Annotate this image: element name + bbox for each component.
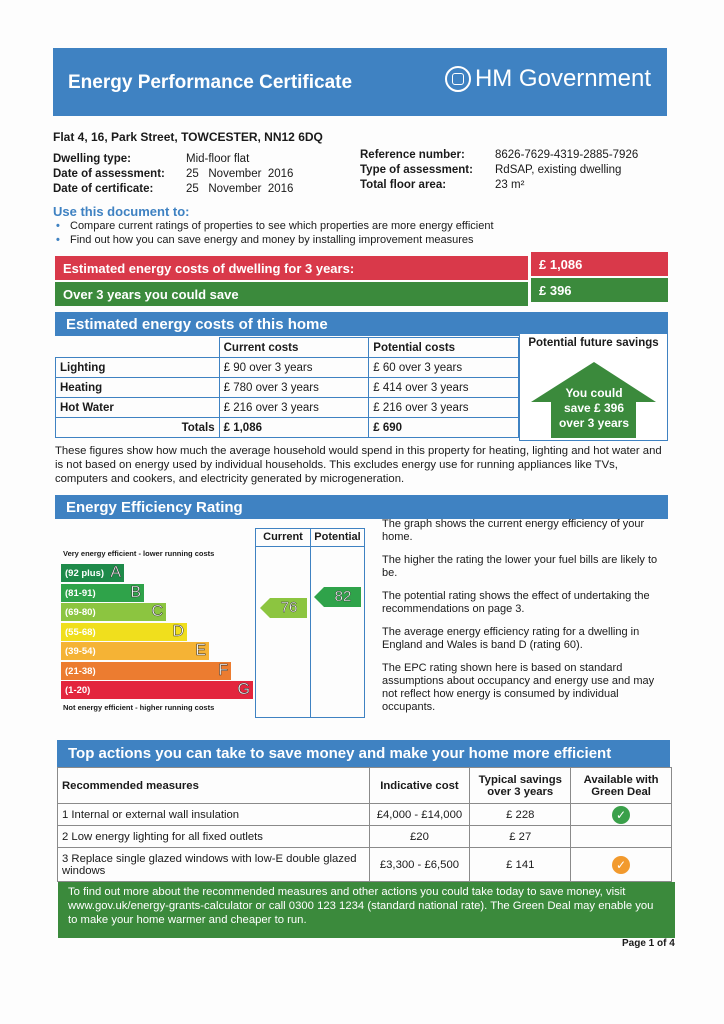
band-g: (1-20) G xyxy=(61,681,253,699)
rating-note: The EPC rating shown here is based on standard assumptions about occupancy and energy use and may not reflect how energy is consumed by individual occupants. xyxy=(382,662,655,713)
rating-note: The graph shows the current energy efficiency of your home. xyxy=(382,518,645,543)
totals-row xyxy=(56,418,519,438)
row-label: Lighting xyxy=(56,358,220,378)
band-b: (81-91) B xyxy=(61,584,144,602)
col-cost: Indicative cost xyxy=(369,768,470,804)
table-row xyxy=(58,848,672,882)
cost-cell: £3,300 - £6,500 xyxy=(369,848,470,882)
table-row xyxy=(58,804,672,826)
current-rating-value: 76 xyxy=(280,599,298,616)
savings-arrow-text: You could save £ 396 over 3 years xyxy=(558,386,630,430)
measure-cell: 1 Internal or external wall insulation xyxy=(58,804,370,826)
savings-cell: £ 27 xyxy=(470,826,571,848)
costs-note: These figures show how much the average household would spend in this property for heating, lighting and hot water and is not based on energy used by individual households. This excludes energy use for running appliances like TVs, computers and cookers, and electricity generated by microgeneration. xyxy=(55,445,662,485)
use-item: • Find out how you can save energy and money by installing improvement measures xyxy=(56,233,494,247)
col-green-deal: Available with Green Deal xyxy=(571,768,672,804)
band-e: (39-54) E xyxy=(61,642,209,660)
estimated-costs-label: Estimated energy costs of dwelling for 3 years: xyxy=(63,260,355,276)
details-left xyxy=(53,152,293,197)
certificate-title: Energy Performance Certificate xyxy=(68,72,353,93)
royal-crest-icon xyxy=(445,66,471,92)
current-column-header: Current xyxy=(256,529,310,547)
use-list xyxy=(56,219,494,247)
savings-bar xyxy=(55,282,528,306)
table-row xyxy=(56,378,519,398)
band-f: (21-38) F xyxy=(61,662,231,680)
band-a: (92 plus) A xyxy=(61,564,124,582)
floor-area-label: Total floor area: xyxy=(360,179,447,191)
estimated-costs-bar xyxy=(55,256,528,280)
current-cost-cell: £ 216 over 3 years xyxy=(219,398,369,418)
certificate-date-value: 25 November 2016 xyxy=(186,183,294,195)
green-deal-cell xyxy=(571,826,672,848)
row-label: Hot Water xyxy=(56,398,220,418)
total-potential-cell: £ 690 xyxy=(369,418,519,438)
dwelling-type-label: Dwelling type: xyxy=(53,153,131,165)
col-savings: Typical savings over 3 years xyxy=(470,768,571,804)
table-row xyxy=(58,826,672,848)
reference-number-value: 8626-7629-4319-2885-7926 xyxy=(495,149,639,161)
savings-cell: £ 228 xyxy=(470,804,571,826)
savings-cell: £ 141 xyxy=(470,848,571,882)
potential-cost-cell: £ 216 over 3 years xyxy=(369,398,519,418)
total-current-cell: £ 1,086 xyxy=(219,418,369,438)
hm-government-label: HM Government xyxy=(474,65,651,92)
orange-check-icon: ✓ xyxy=(612,856,630,874)
rating-section-heading: Energy Efficiency Rating xyxy=(55,495,668,519)
floor-area-value: 23 m² xyxy=(495,179,525,191)
reference-number-label: Reference number: xyxy=(360,149,465,161)
actions-table xyxy=(57,767,672,882)
certificate-date-label: Date of certificate: xyxy=(53,183,154,195)
top-caption: Very energy efficient - lower running costs xyxy=(63,549,215,558)
future-savings-box xyxy=(519,333,668,441)
hm-government-logo xyxy=(445,65,651,93)
table-row xyxy=(56,398,519,418)
green-deal-cell xyxy=(571,848,672,882)
col-measures: Recommended measures xyxy=(58,768,370,804)
costs-section-heading: Estimated energy costs of this home xyxy=(55,312,668,336)
potential-cost-cell: £ 60 over 3 years xyxy=(369,358,519,378)
assessment-date-label: Date of assessment: xyxy=(53,168,165,180)
certificate-header xyxy=(53,48,667,116)
actions-section-heading: Top actions you can take to save money and make your home more efficient xyxy=(57,740,670,767)
green-check-icon: ✓ xyxy=(612,806,630,824)
dwelling-type-value: Mid-floor flat xyxy=(186,153,250,165)
savings-value: £ 396 xyxy=(531,278,668,302)
rating-note: The potential rating shows the effect of undertaking the recommendations on page 3. xyxy=(382,590,650,615)
current-column xyxy=(255,528,311,718)
table-row xyxy=(56,358,519,378)
current-cost-cell: £ 90 over 3 years xyxy=(219,358,369,378)
col-potential-costs: Potential costs xyxy=(369,338,519,358)
band-c: (69-80) C xyxy=(61,603,166,621)
potential-column-header: Potential xyxy=(311,529,364,547)
row-label: Heating xyxy=(56,378,220,398)
assessment-type-label: Type of assessment: xyxy=(360,164,473,176)
measure-cell: 2 Low energy lighting for all fixed outlets xyxy=(58,826,370,848)
green-deal-cell xyxy=(571,804,672,826)
assessment-date-value: 25 November 2016 xyxy=(186,168,294,180)
savings-label: Over 3 years you could save xyxy=(63,286,239,302)
rating-note: The higher the rating the lower your fuel bills are likely to be. xyxy=(382,554,658,579)
cost-cell: £4,000 - £14,000 xyxy=(369,804,470,826)
measure-cell: 3 Replace single glazed windows with low-E double glazed windows xyxy=(58,848,370,882)
potential-column xyxy=(310,528,365,718)
rating-chart xyxy=(55,528,365,718)
assessment-type-value: RdSAP, existing dwelling xyxy=(495,164,622,176)
footer-note: To find out more about the recommended measures and other actions you could take today to save money, visit www.gov.uk/energy-grants-calculator or call 0300 123 1234 (standard national rate). The Green Deal may enable you to make your home warmer and cheaper to run. xyxy=(58,882,675,938)
estimated-costs-value: £ 1,086 xyxy=(531,252,668,276)
details-right xyxy=(360,148,638,193)
costs-table xyxy=(55,337,519,438)
use-heading: Use this document to: xyxy=(53,204,190,219)
band-d: (55-68) D xyxy=(61,623,187,641)
potential-cost-cell: £ 414 over 3 years xyxy=(369,378,519,398)
totals-label: Totals xyxy=(56,418,220,438)
col-current-costs: Current costs xyxy=(219,338,369,358)
future-savings-heading: Potential future savings xyxy=(528,337,659,349)
potential-rating-value: 82 xyxy=(334,588,352,605)
current-cost-cell: £ 780 over 3 years xyxy=(219,378,369,398)
rating-note: The average energy efficiency rating for a dwelling in England and Wales is band D (rating 60). xyxy=(382,626,640,651)
cost-cell: £20 xyxy=(369,826,470,848)
use-item: • Compare current ratings of properties to see which properties are more energy efficient xyxy=(56,219,494,233)
property-address: Flat 4, 16, Park Street, TOWCESTER, NN12 6DQ xyxy=(53,130,323,144)
bottom-caption: Not energy efficient - higher running costs xyxy=(63,703,215,712)
page-number: Page 1 of 4 xyxy=(622,938,675,949)
rating-notes xyxy=(382,518,672,714)
